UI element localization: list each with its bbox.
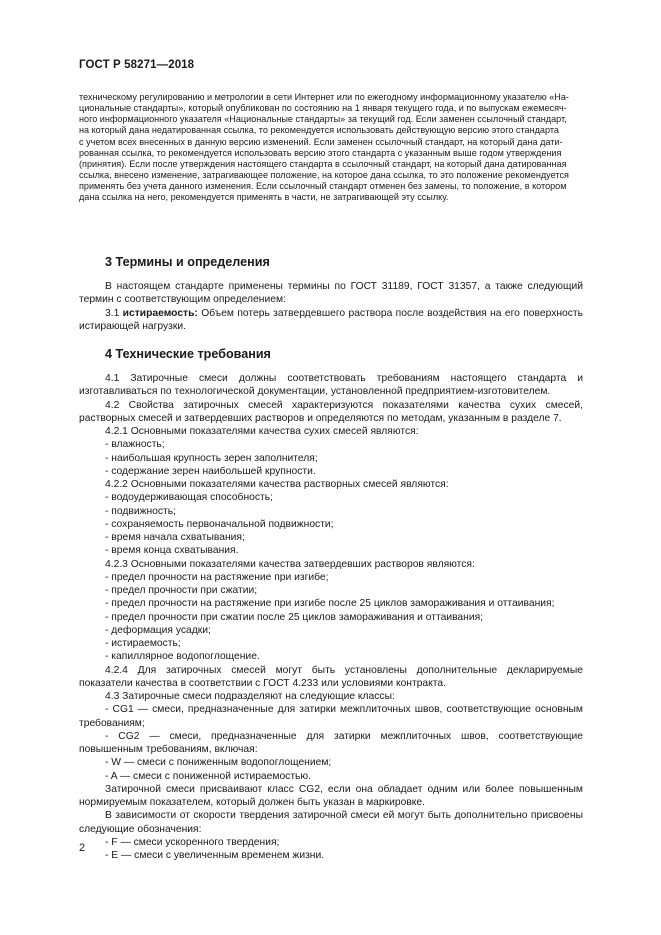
page-number: 2: [79, 842, 86, 854]
list-item: - наибольшая крупность зерен заполнителя;: [105, 452, 318, 464]
list-item: - предел прочности при сжатии после 25 циклов замораживания и оттаивания;: [105, 611, 484, 623]
clause-4-2-4: 4.2.4 Для затирочных смесей могут быть установлены дополнительные декларируемые показатели качества в соответствии с ГОСТ 4.233 или условиями контракта.: [79, 664, 583, 689]
intro-line: с учетом всех внесенных в данную версию изменений. Если заменен ссылочный стандарт, на который дана дати-: [79, 136, 563, 147]
clause-4-2-3: 4.2.3 Основными показателями качества затвердевших растворов являются:: [105, 558, 475, 570]
intro-line: ного информационного указателя «Национальные стандарты» за текущий год. Если заменен ссылочный стандарт,: [79, 114, 567, 125]
intro-line: циональные стандарты», который опубликован по состоянию на 1 января текущего года, и по выпускам ежемесяч-: [79, 103, 567, 114]
intro-line: на который дана недатированная ссылка, то рекомендуется использовать действующую версию этого стандарта: [79, 125, 559, 136]
list-item: - водоудерживающая способность;: [105, 492, 273, 504]
list-item: - предел прочности при сжатии;: [105, 585, 258, 596]
intro-line: рованная ссылка, то рекомендуется использовать версию этого стандарта с указанным выше годом утверждения: [79, 147, 562, 158]
list-item: - время начала схватывания;: [105, 532, 245, 543]
clause-4-2: 4.2 Свойства затирочных смесей характеризуются показателями качества сухих смесей, растворных смесей и затвердевших растворов и определяются по методам, указанным в разделе 7.: [79, 399, 583, 424]
list-item: - предел прочности на растяжение при изгибе;: [105, 571, 329, 583]
term-definition: [79, 307, 583, 334]
cg2-assignment: Затирочной смеси присваивают класс CG2, если она обладает одним или более повышенным нормируемым показателем, который должен быть указан в маркировке.: [79, 783, 583, 808]
designation-e: - E — смеси с увеличенным временем жизни.: [105, 850, 325, 861]
list-item: - капиллярное водопоглощение.: [105, 651, 260, 663]
document-header: ГОСТ Р 58271—2018: [79, 59, 195, 71]
intro-line: техническому регулированию и метрологии в сети Интернет или по ежегодному информационному указателю «На-: [79, 92, 569, 102]
list-item: - сохраняемость первоначальной подвижности;: [105, 518, 334, 530]
clause-4-1: 4.1 Затирочные смеси должны соответствовать требованиям настоящего стандарта и изготавливаться по технологической документации, установленной предприятием-изготовителем.: [79, 373, 583, 398]
class-w: - W — смеси с пониженным водопоглощением;: [105, 757, 332, 769]
designation-f: - F — смеси ускоренного твердения;: [105, 836, 280, 848]
class-a: - A — смеси с пониженной истираемостью.: [105, 770, 311, 782]
hardening-designations: В зависимости от скорости твердения затирочной смеси ей могут быть дополнительно присвоены следующие обозначения:: [79, 810, 583, 835]
section-3: [79, 255, 583, 333]
intro-line: применять без учета данного изменения. Если ссылочный стандарт отменен без замены, то положение, в котором: [79, 181, 567, 192]
section-4-title: 4 Технические требования: [105, 347, 271, 361]
list-item: - подвижность;: [105, 505, 176, 517]
list-item: - время конца схватывания.: [105, 545, 239, 557]
list-item: - содержание зерен наибольшей крупности.: [105, 465, 316, 477]
term-name: истираемость:: [122, 307, 198, 319]
intro-line: (принятия). Если после утверждения настоящего стандарта в ссылочный стандарт, на который дана датированная: [79, 158, 567, 169]
intro-line: дана ссылка на него, рекомендуется применять в части, не затрагивающей эту ссылку.: [79, 192, 449, 203]
clause-4-2-2: 4.2.2 Основными показателями качества растворных смесей являются:: [105, 479, 449, 490]
intro-line: ссылка, внесено изменение, затрагивающее положение, на которое дана ссылка, то это положение рекомендуется: [79, 170, 569, 181]
term-number: 3.1: [105, 307, 123, 319]
list-item: - влажность;: [105, 439, 165, 451]
term-text: Объем потерь затвердевшего раствора после воздействия на его поверхность истирающей нагрузки.: [79, 307, 583, 332]
list-item: - предел прочности на растяжение при изгибе после 25 циклов замораживания и оттаивания;: [105, 598, 555, 610]
clause-4-3: 4.3 Затирочные смеси подразделяют на следующие классы:: [105, 691, 395, 702]
section-4: [79, 347, 583, 862]
class-cg2: - CG2 — смеси, предназначенные для затирки межплиточных швов, соответствующие повышенным требованиям, включая:: [79, 730, 583, 755]
clause-4-2-1: 4.2.1 Основными показателями качества сухих смесей являются:: [105, 426, 419, 437]
class-cg1: - CG1 — смеси, предназначенные для затирки межплиточных швов, соответствующие основным требованиям;: [79, 704, 583, 729]
section-3-intro: В настоящем стандарте применены термины по ГОСТ 31189, ГОСТ 31357, а также следующий термин с соответствующим определением:: [79, 281, 583, 306]
section-3-title: 3 Термины и определения: [105, 255, 270, 269]
list-item: - истираемость;: [105, 638, 181, 649]
intro-paragraph: [79, 92, 583, 204]
list-item: - деформация усадки;: [105, 624, 211, 636]
